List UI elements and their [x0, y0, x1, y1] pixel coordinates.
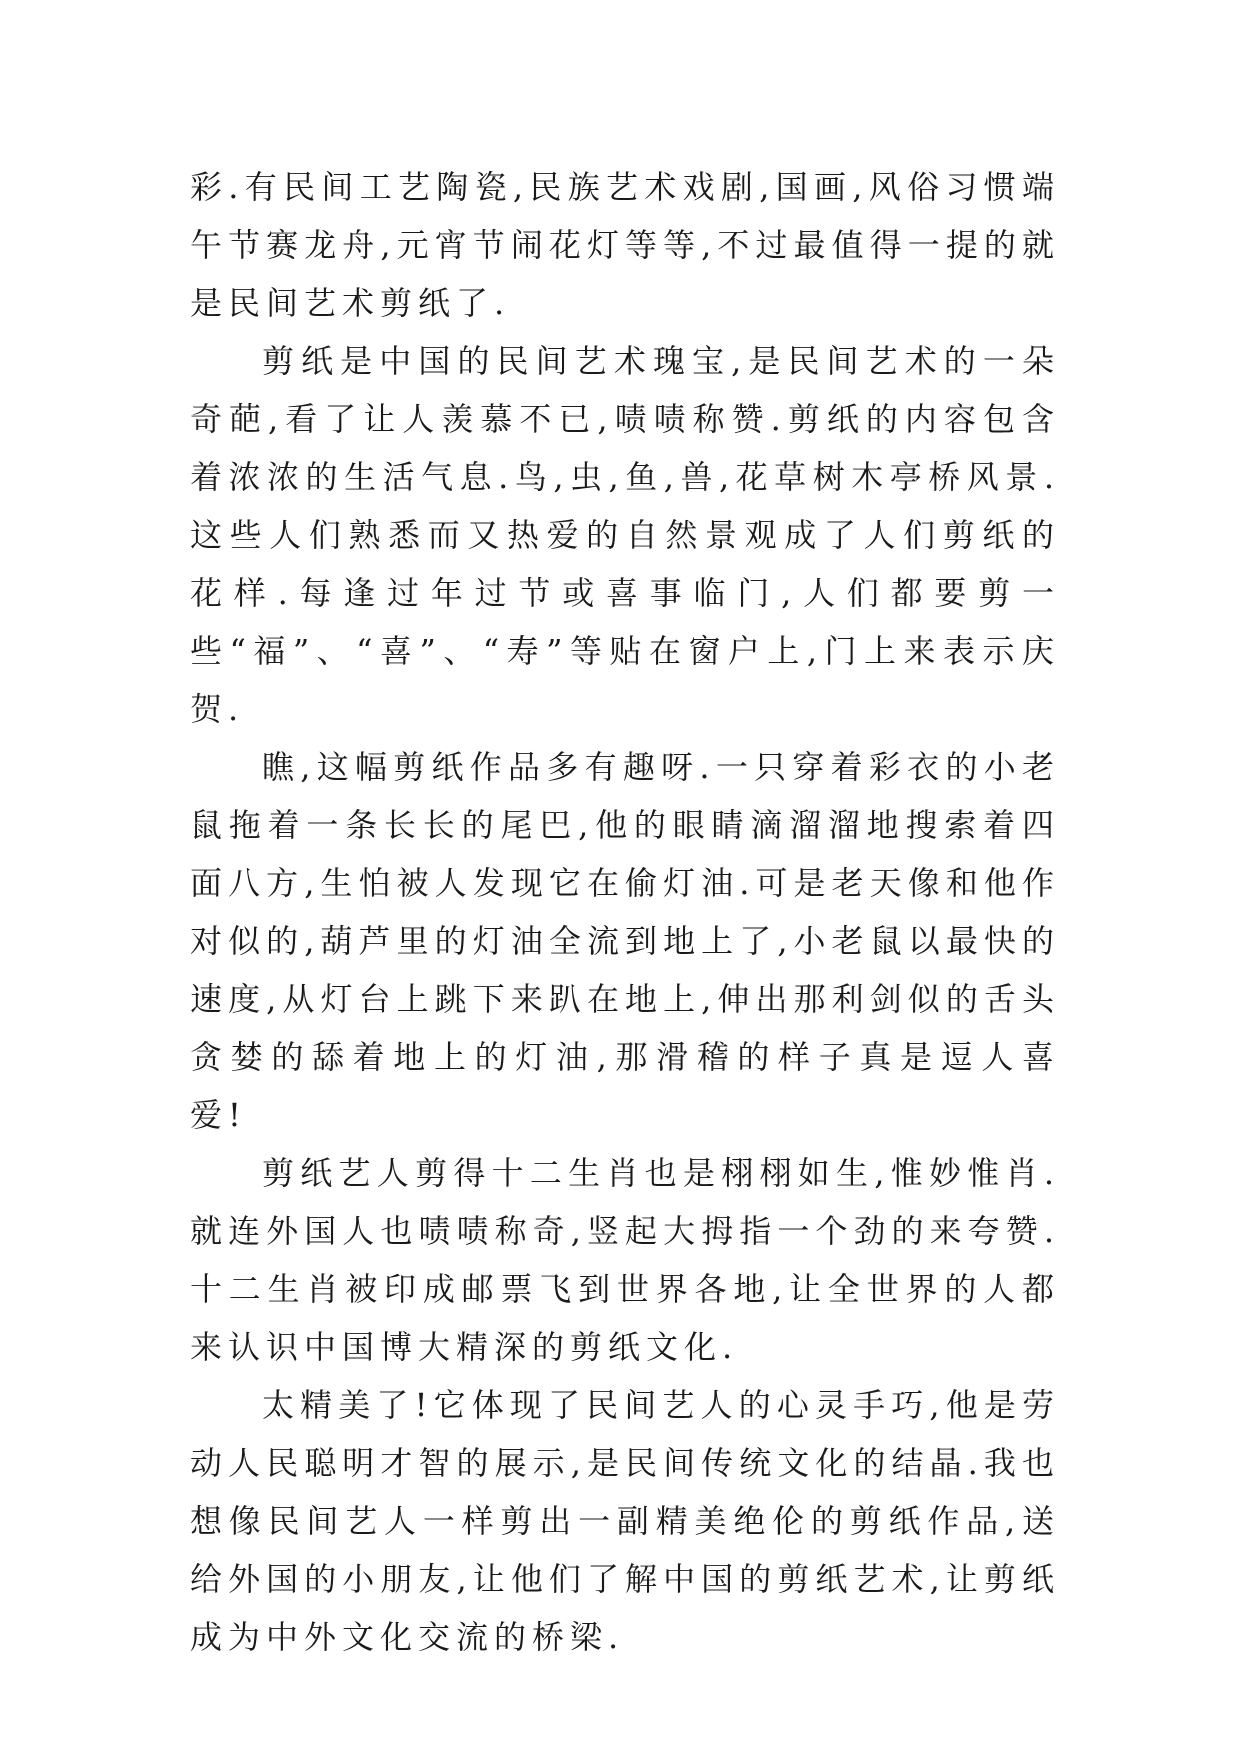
- document-body: [190, 158, 1060, 1666]
- paragraph-5: 太精美了!它体现了民间艺人的心灵手巧,他是劳动人民聪明才智的展示,是民间传统文化的结晶.我也想像民间艺人一样剪出一副精美绝伦的剪纸作品,送给外国的小朋友,让他们了解中国的剪纸艺术,让剪纸成为中外文化交流的桥梁.: [190, 1386, 1060, 1656]
- paragraph-2: 剪纸是中国的民间艺术瑰宝,是民间艺术的一朵奇葩,看了让人羡慕不已,啧啧称赞.剪纸的内容包含着浓浓的生活气息.鸟,虫,鱼,兽,花草树木亭桥风景.这些人们熟悉而又热爱的自然景观成了人们剪纸的花样.每逢过年过节或喜事临门,人们都要剪一些“福”、“喜”、“寿”等贴在窗户上,门上来表示庆贺.: [190, 342, 1060, 728]
- paragraph-4: 剪纸艺人剪得十二生肖也是栩栩如生,惟妙惟肖.就连外国人也啧啧称奇,竖起大拇指一个劲的来夸赞.十二生肖被印成邮票飞到世界各地,让全世界的人都来认识中国博大精深的剪纸文化.: [190, 1154, 1060, 1366]
- paragraph-3: 瞧,这幅剪纸作品多有趣呀.一只穿着彩衣的小老鼠拖着一条长长的尾巴,他的眼睛滴溜溜地搜索着四面八方,生怕被人发现它在偷灯油.可是老天像和他作对似的,葫芦里的灯油全流到地上了,小老鼠以最快的速度,从灯台上跳下来趴在地上,伸出那利剑似的舌头贪婪的舔着地上的灯油,那滑稽的样子真是逗人喜爱!: [190, 748, 1060, 1134]
- paragraph-1: 彩.有民间工艺陶瓷,民族艺术戏剧,国画,风俗习惯端午节赛龙舟,元宵节闹花灯等等,不过最值得一提的就是民间艺术剪纸了.: [190, 168, 1060, 322]
